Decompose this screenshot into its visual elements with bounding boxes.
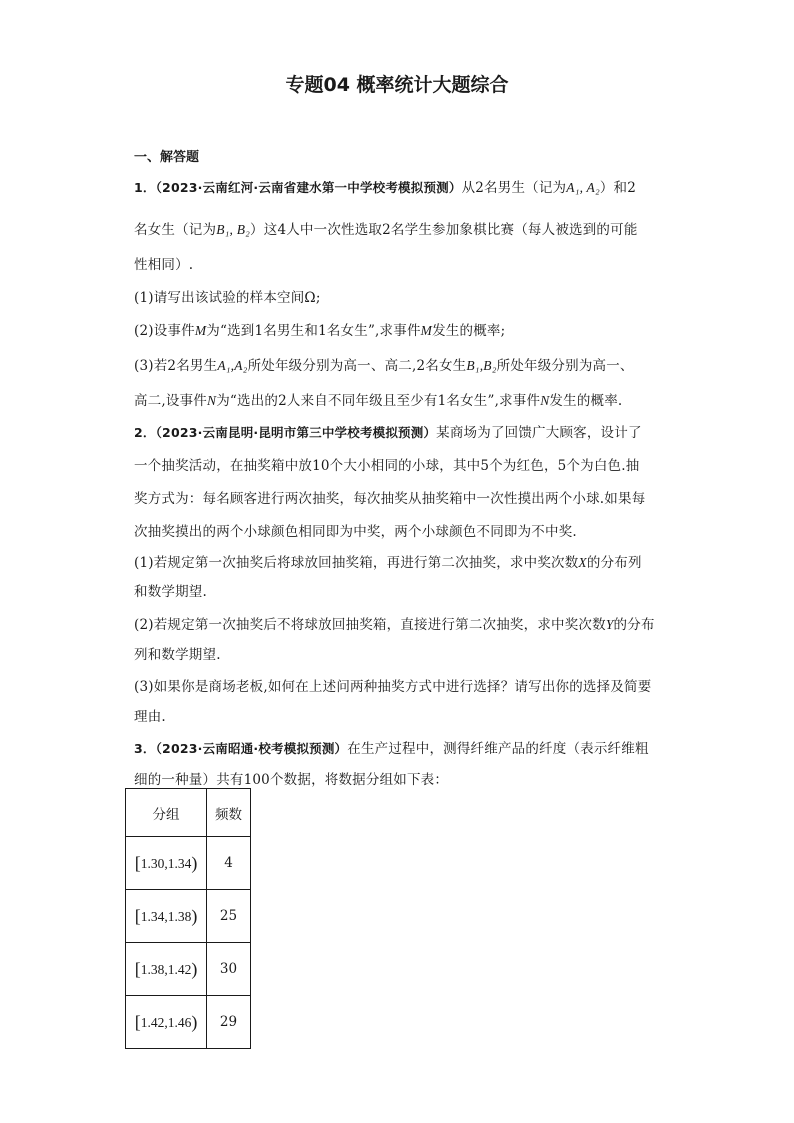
table-row (126, 996, 251, 1049)
q1-text: 从2名男生（记为 (461, 180, 567, 196)
q2-text: 某商场为了回馈广大顾客，设计了 (436, 425, 642, 441)
q1-math: M (194, 323, 207, 338)
q1-text: 名女生（记为 (134, 222, 217, 238)
table-cell-freq: 4 (207, 837, 251, 890)
table-cell-freq: 29 (207, 996, 251, 1049)
q1-text: 为“选到1名男生和1名女生”,求事件 (206, 323, 421, 339)
q1-text: 所处年级分别为高一、高二,2名女生 (247, 358, 467, 374)
table-cell-group: [1.42,1.46) (126, 996, 207, 1049)
q1-text: (2)设事件 (134, 323, 195, 339)
q1-part-3 (134, 354, 634, 374)
q1-text: ）这4人中一次性选取2名学生参加象棋比赛（每人被选到的可能 (250, 222, 638, 238)
q1-text: 为“选出的2人来自不同年级且至少有1名女生”,求事件 (216, 393, 541, 409)
q1-text: 发生的概率. (549, 393, 623, 409)
table-header-cell: 频数 (207, 789, 251, 837)
q2-text: (1)若规定第一次抽奖后将球放回抽奖箱，再进行第二次抽奖，求中奖次数 (134, 555, 579, 571)
q1-text: 高二,设事件 (134, 393, 207, 409)
section-heading: 一、解答题 (134, 150, 200, 165)
q3-text: 在生产过程中，测得纤维产品的纤度（表示纤维粗 (347, 741, 649, 757)
q1-line-2 (134, 218, 638, 238)
table-cell-group: [1.30,1.34) (126, 837, 207, 890)
q1-math: B₁, B₂ (216, 222, 251, 237)
q2-line-2: 一个抽奖活动，在抽奖箱中放10个大小相同的小球，其中5个为红色，5个为白色.抽 (134, 458, 640, 474)
q1-math: N (207, 393, 217, 408)
q2-part-1-cont: 和数学期望. (134, 584, 207, 600)
q3-line-1 (134, 737, 649, 757)
q1-text: ）和2 (599, 180, 637, 196)
frequency-table (125, 788, 251, 1049)
q2-math: X (578, 555, 587, 570)
table-cell-freq: 30 (207, 943, 251, 996)
q1-text: (3)若2名男生 (134, 358, 218, 374)
q2-line-3: 奖方式为：每名顾客进行两次抽奖，每次抽奖从抽奖箱中一次性摸出两个小球.如果每 (134, 491, 646, 507)
q2-text: (2)若规定第一次抽奖后不将球放回抽奖箱，直接进行第二次抽奖，求中奖次数 (134, 617, 606, 633)
q2-part-1 (134, 551, 642, 571)
table-cell-group: [1.38,1.42) (126, 943, 207, 996)
q2-part-2 (134, 613, 655, 633)
q2-math: Y (605, 617, 614, 632)
q1-math: A₁,A₂ (217, 358, 248, 373)
q1-part-2 (134, 319, 505, 339)
q1-text: 所处年级分别为高一、 (496, 358, 634, 374)
q2-line-4: 次抽奖摸出的两个小球颜色相同即为中奖，两个小球颜色不同即为不中奖. (134, 524, 577, 540)
table-cell-freq: 25 (207, 890, 251, 943)
q3-line-2: 细的一种量）共有100个数据，将数据分组如下表： (134, 772, 449, 788)
q2-source: （2023·云南昆明·昆明市第三中学校考模拟预测） (155, 425, 437, 440)
q2-line-1 (134, 421, 642, 441)
q2-part-3: (3)如果你是商场老板,如何在上述问两种抽奖方式中进行选择？请写出你的选择及简要 (134, 679, 652, 695)
q1-part-1: (1)请写出该试验的样本空间Ω; (134, 290, 321, 306)
q1-line-1 (134, 176, 636, 196)
page-title: 专题04 概率统计大题综合 (285, 74, 509, 96)
q3-source: （2023·云南昭通·校考模拟预测） (155, 741, 348, 756)
q1-part-3-cont (134, 389, 622, 409)
table-header-cell: 分组 (126, 789, 207, 837)
q2-part-2-cont: 列和数学期望. (134, 647, 221, 663)
table-cell-group: [1.34,1.38) (126, 890, 207, 943)
q1-line-3: 性相同）. (134, 257, 194, 273)
q1-math: M (420, 323, 433, 338)
table-row (126, 890, 251, 943)
table-row (126, 943, 251, 996)
q2-part-3-cont: 理由. (134, 709, 166, 725)
q1-math: A₁, A₂ (566, 180, 600, 195)
q2-text: 的分布 (613, 617, 655, 633)
q1-text: 发生的概率; (432, 323, 506, 339)
q1-source: （2023·云南红河·云南省建水第一中学校考模拟预测） (155, 180, 462, 195)
table-header-row (126, 789, 251, 837)
q1-math: B₁,B₂ (466, 358, 497, 373)
q2-text: 的分布列 (586, 555, 642, 571)
q1-number: 1． (134, 180, 156, 195)
q2-number: 2． (134, 425, 156, 440)
q3-number: 3． (134, 741, 156, 756)
table-row (126, 837, 251, 890)
q1-math: N (540, 393, 550, 408)
